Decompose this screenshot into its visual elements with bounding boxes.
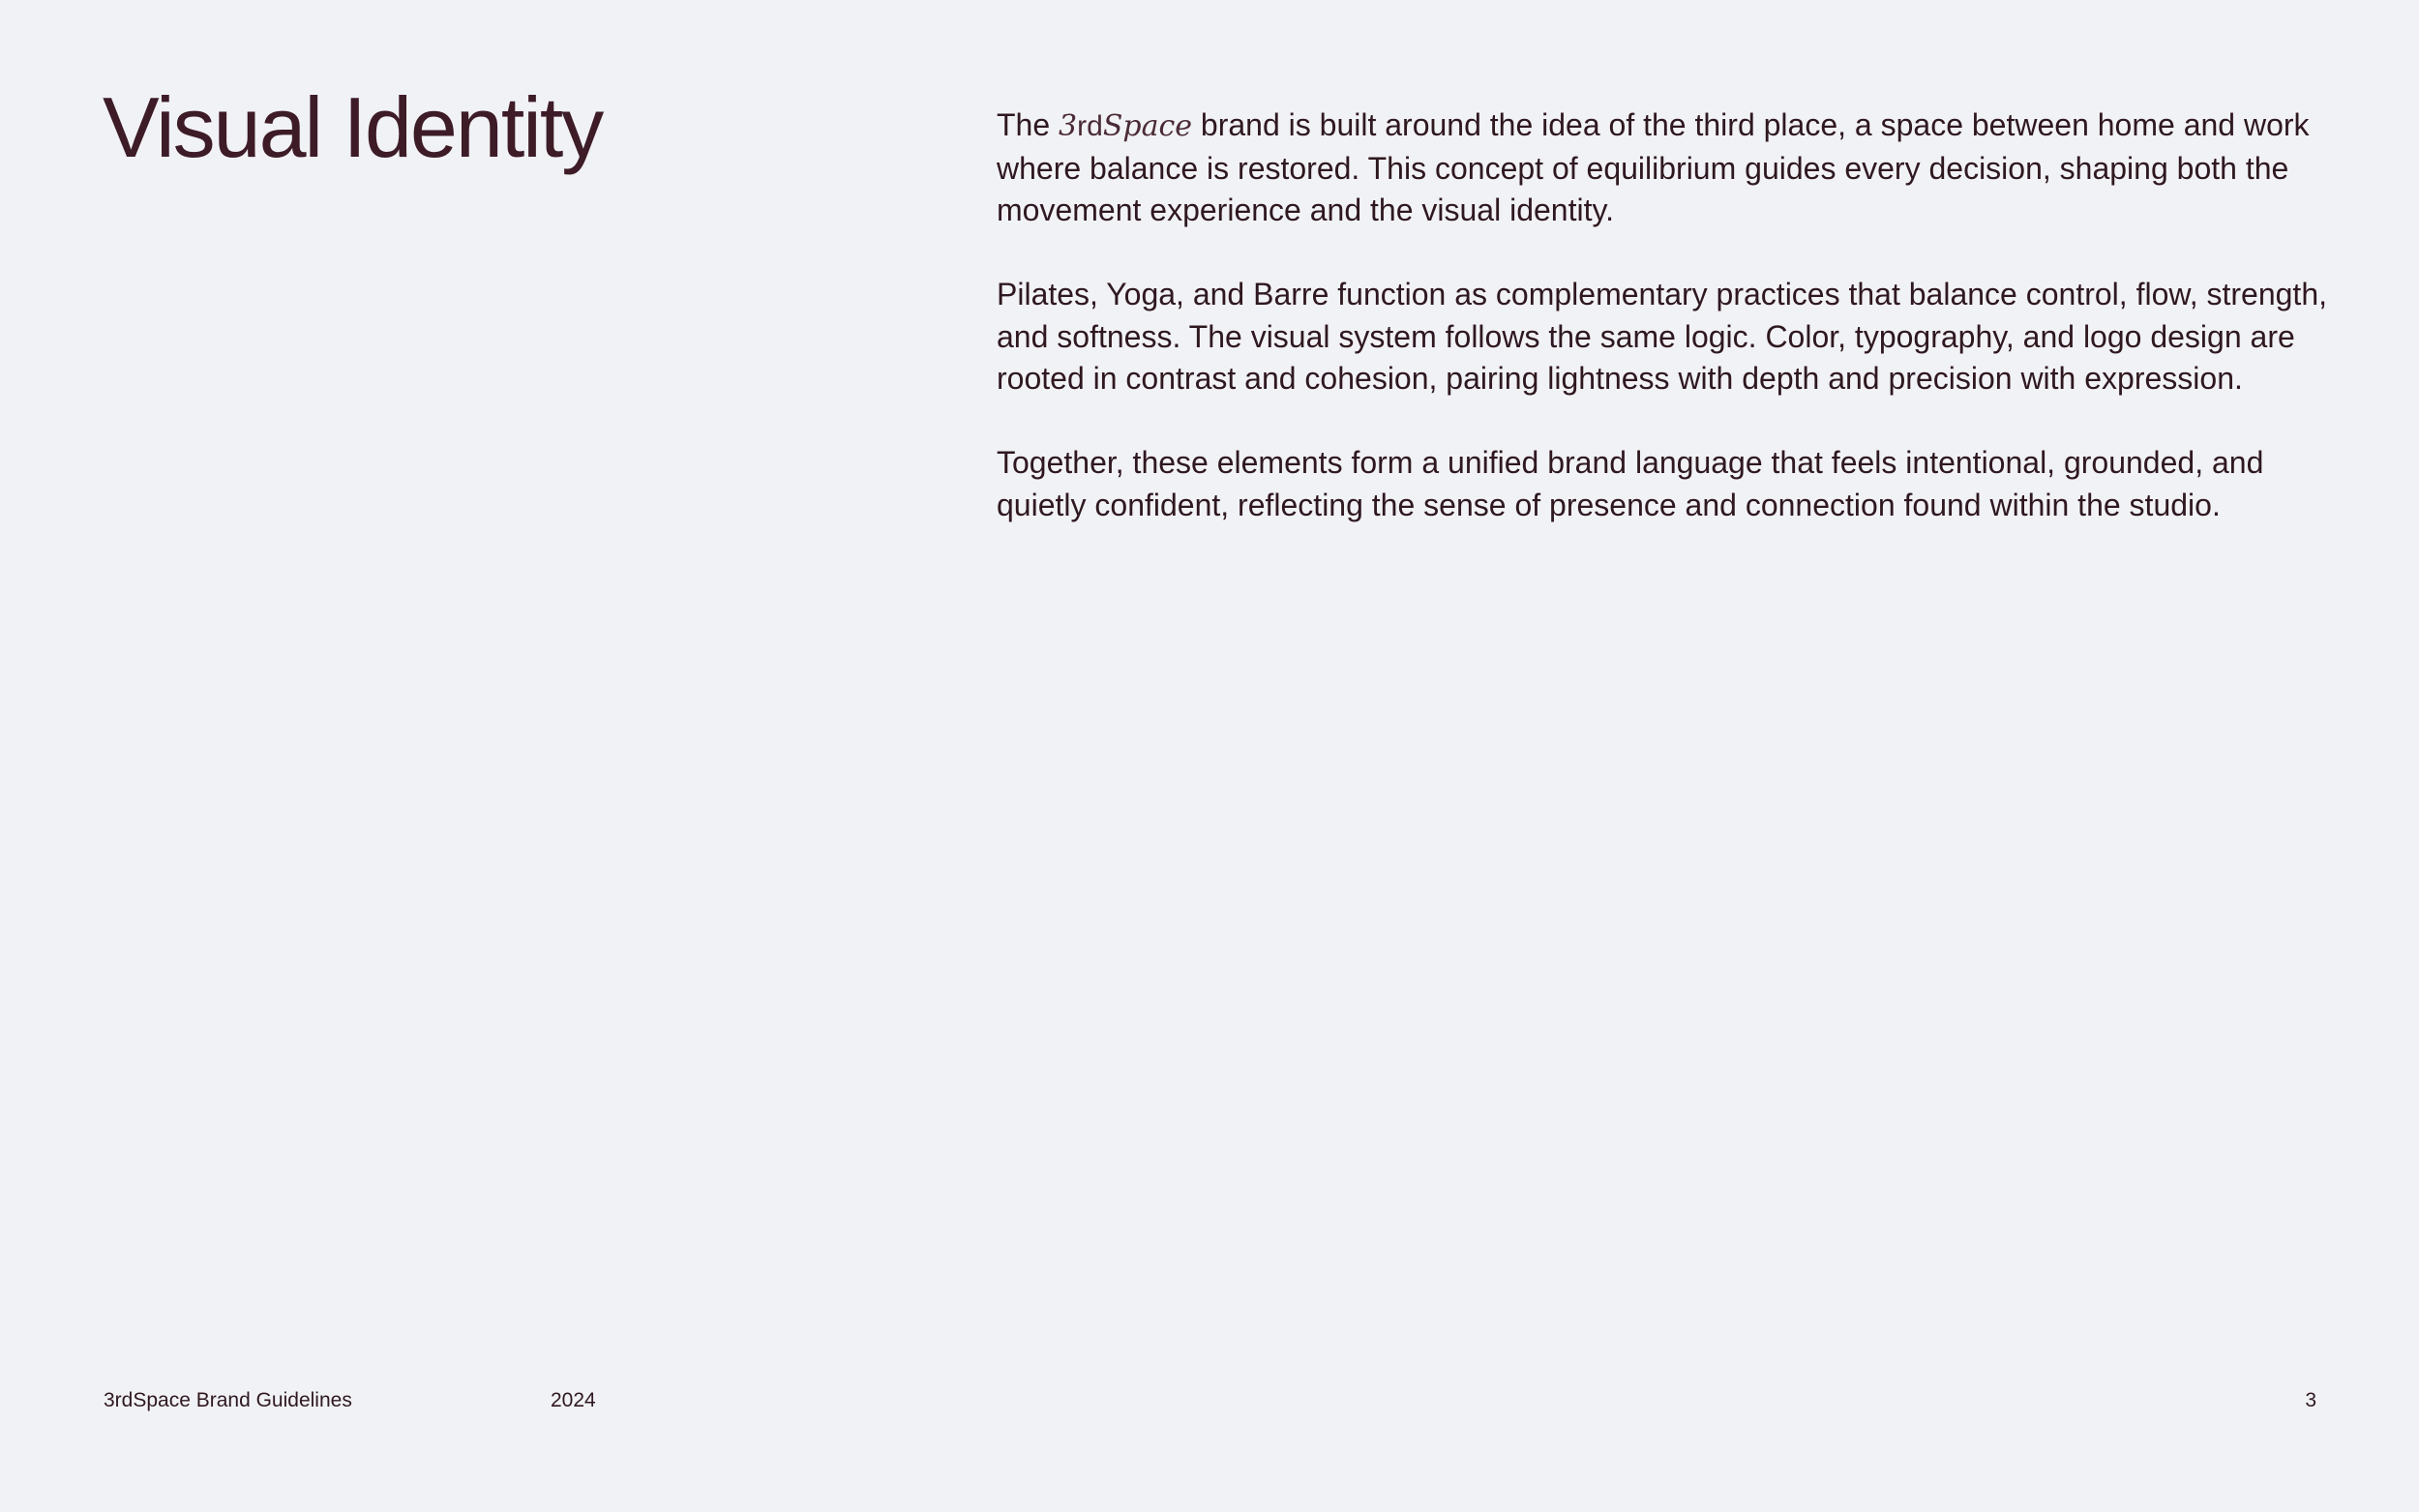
page-number: 3	[2305, 1389, 2316, 1411]
intro-after: brand is built around the idea of the third place, a space between home and work where balance is restored. This concept of equilibrium guides every decision, shaping both the movement experience and the visual identity.	[997, 107, 2310, 227]
brand-space: Space	[1102, 109, 1193, 143]
brand-rd: rd	[1077, 110, 1103, 142]
intro-before: The	[997, 107, 1060, 142]
footer-document-title: 3rdSpace Brand Guidelines	[104, 1389, 352, 1411]
footer-year: 2024	[551, 1389, 596, 1411]
brand-wordmark	[1059, 109, 1192, 143]
brand-three: 3	[1059, 109, 1078, 143]
body-paragraph: Pilates, Yoga, and Barre function as complementary practices that balance control, flow, strength, and softness. The visual system follows the same logic. Color, typography, and logo design are rooted in contrast and cohesion, pairing lightness with depth and precision with expression.	[997, 277, 2327, 396]
page-title: Visual Identity	[103, 79, 603, 175]
body-paragraph: Together, these elements form a unified brand language that feels intentional, grounded, and quietly confident, reflecting the sense of presence and connection found within the studio.	[997, 445, 2264, 522]
intro-paragraph	[997, 104, 2342, 232]
body-copy	[997, 104, 2342, 569]
